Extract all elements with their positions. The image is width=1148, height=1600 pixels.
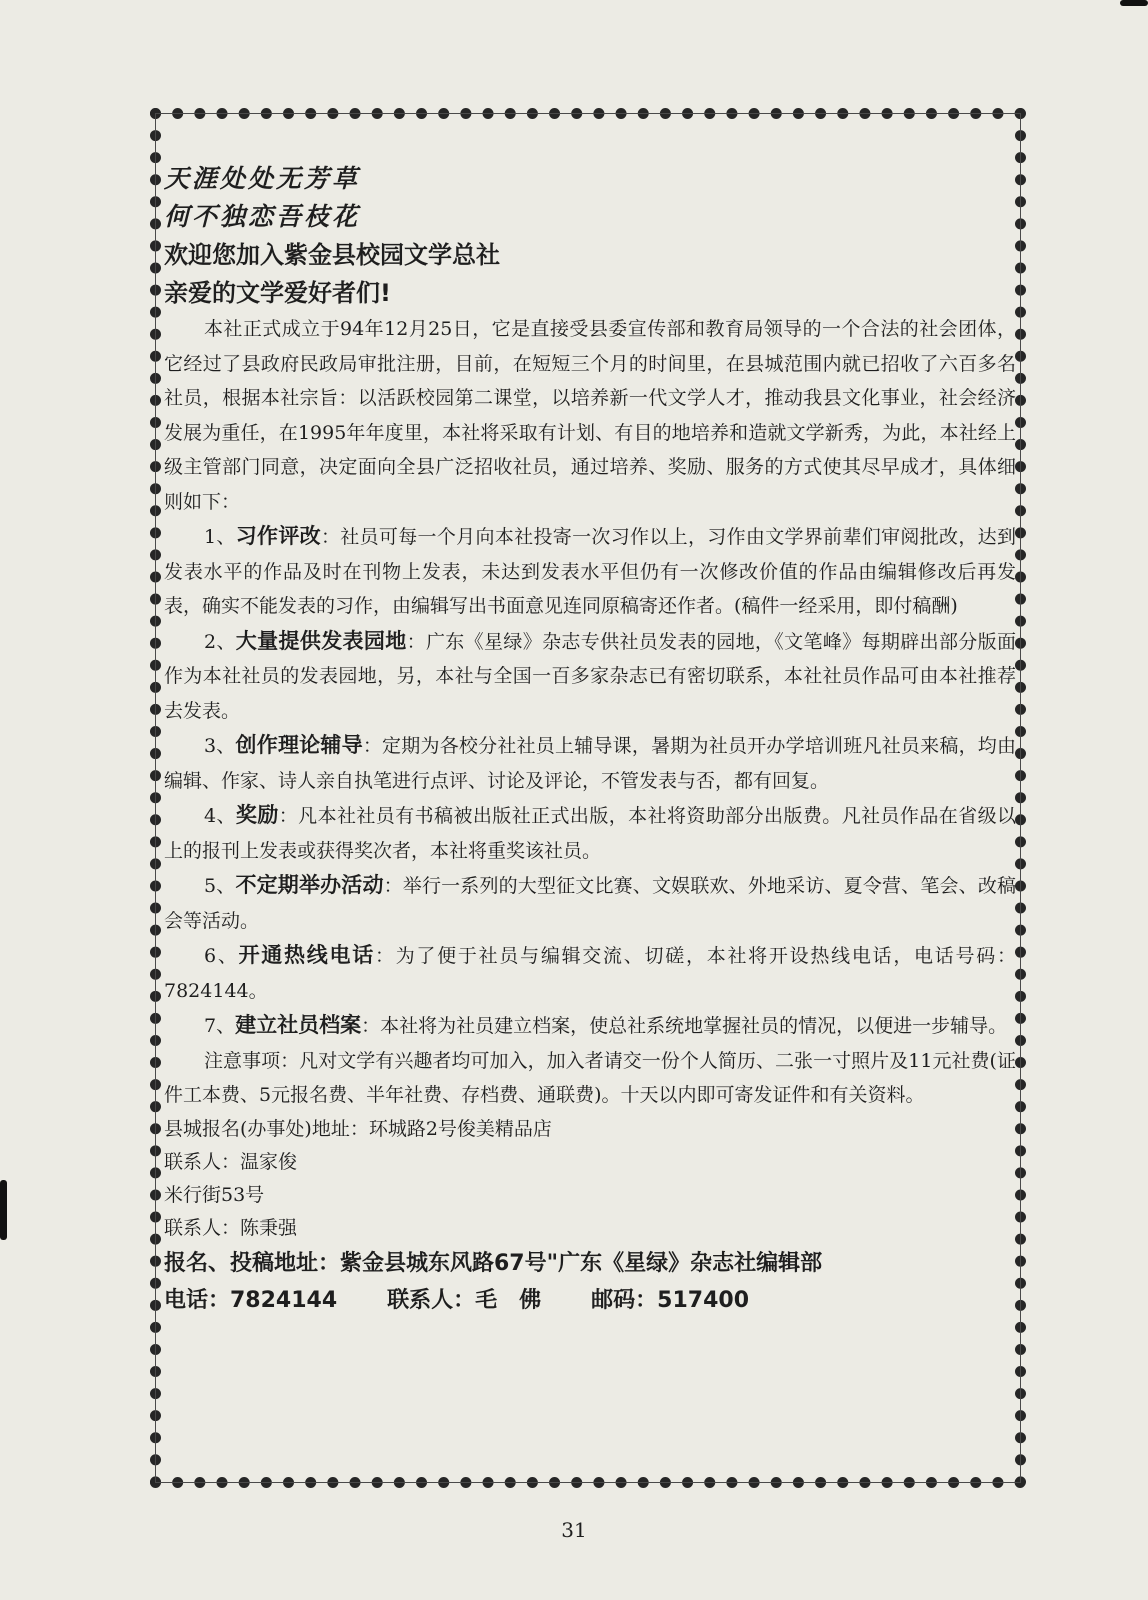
welcome-heading: 欢迎您加入紫金县校园文学总社	[164, 241, 500, 269]
contact-person-2: 联系人：陈秉强	[164, 1216, 298, 1239]
item-5	[164, 868, 1016, 938]
item-1	[164, 519, 1016, 624]
item-text: ：定期为各校分社社员上辅导课，暑期为社员开办学培训班凡社员来稿，均由编辑、作家、诗人亲自执笔进行点评、讨论及评论，不管发表与否，都有回复。	[164, 735, 1017, 792]
item-title: 建立社员档案	[235, 1013, 362, 1037]
item-number: 1、	[204, 526, 236, 548]
item-number: 4、	[204, 805, 236, 827]
phone-number: 电话：7824144	[164, 1287, 338, 1313]
item-text: ：社员可每一个月向本社投寄一次习作以上，习作由文学界前辈们审阅批改，达到发表水平的作品及时在刊物上发表，未达到发表水平但仍有一次修改价值的作品由编辑修改后再发表，确实不能发表的习作，由编辑写出书面意见连同原稿寄还作者。(稿件一经采用，即付稿酬)	[164, 526, 1016, 617]
item-title: 创作理论辅导	[235, 733, 363, 757]
footer-contact-person: 联系人：毛 佛	[387, 1287, 542, 1313]
item-number: 6、	[204, 945, 239, 967]
intro-paragraph: 本社正式成立于94年12月25日，它是直接受县委宣传部和教育局领导的一个合法的社会团体，它经过了县政府民政局审批注册，目前，在短短三个月的时间里，在县城范围内就已招收了六百多名社员，根据本社宗旨：以活跃校园第二课堂，以培养新一代文学人才，推动我县文化事业，社会经济发展为重任，在1995年年度里，本社将采取有计划、有目的地培养和造就文学新秀，为此，本社经上级主管部门同意，决定面向全县广泛招收社员，通过培养、奖励、服务的方式使其尽早成才，具体细则如下：	[164, 318, 1016, 513]
contact-person-1: 联系人：温家俊	[164, 1150, 298, 1173]
document-body	[164, 160, 1016, 1319]
item-title: 习作评改	[235, 524, 321, 548]
scan-edge-mark	[1120, 0, 1148, 6]
item-title: 不定期举办活动	[235, 873, 384, 897]
item-title: 奖励	[235, 803, 279, 827]
item-text: ：广东《星绿》杂志专供社员发表的园地，《文笔峰》每期辟出部分版面作为本社社员的发表园地，另，本社与全国一百多家杂志已有密切联系，本社社员作品可由本社推荐去发表。	[164, 630, 1016, 722]
greeting: 亲爱的文学爱好者们!	[164, 279, 391, 307]
poem-line-1: 天涯处处无芳草	[164, 164, 361, 193]
item-2	[164, 624, 1016, 729]
item-title: 大量提供发表园地	[235, 628, 407, 653]
item-number: 7、	[204, 1015, 236, 1037]
item-text: ：举行一系列的大型征文比赛、文娱联欢、外地采访、夏令营、笔会、改稿会等活动。	[164, 875, 1017, 932]
item-number: 3、	[204, 735, 236, 757]
page-number: 31	[561, 1518, 587, 1542]
submission-address: 报名、投稿地址：紫金县城东风路67号"广东《星绿》杂志社编辑部	[164, 1250, 823, 1276]
scan-edge-mark	[0, 1180, 7, 1240]
item-number: 2、	[204, 630, 236, 653]
poem-line-2: 何不独恋吾枝花	[164, 202, 361, 231]
item-title: 开通热线电话	[238, 943, 375, 967]
item-text: ：本社将为社员建立档案，使总社系统地掌握社员的情况，以便进一步辅导。	[361, 1015, 1008, 1037]
second-address: 米行街53号	[164, 1183, 265, 1206]
postal-code: 邮码：517400	[591, 1287, 750, 1313]
item-7	[164, 1008, 1016, 1044]
footer-contact-line	[164, 1282, 1016, 1319]
item-4	[164, 798, 1016, 868]
item-number: 5、	[204, 875, 236, 897]
notice-paragraph: 注意事项：凡对文学有兴趣者均可加入，加入者请交一份个人简历、二张一寸照片及11元社费(证件工本费、5元报名费、半年社费、存档费、通联费)。十天以内即可寄发证件和有关资料。	[164, 1049, 1016, 1106]
item-text: ：凡本社社员有书稿被出版社正式出版，本社将资助部分出版费。凡社员作品在省级以上的报刊上发表或获得奖次者，本社将重奖该社员。	[164, 805, 1016, 862]
office-address: 县城报名(办事处)地址：环城路2号俊美精品店	[164, 1117, 552, 1140]
item-6	[164, 938, 1016, 1008]
item-3	[164, 728, 1016, 798]
item-text: ：为了便于社员与编辑交流、切磋，本社将开设热线电话，电话号码：7824144。	[164, 945, 1016, 1002]
